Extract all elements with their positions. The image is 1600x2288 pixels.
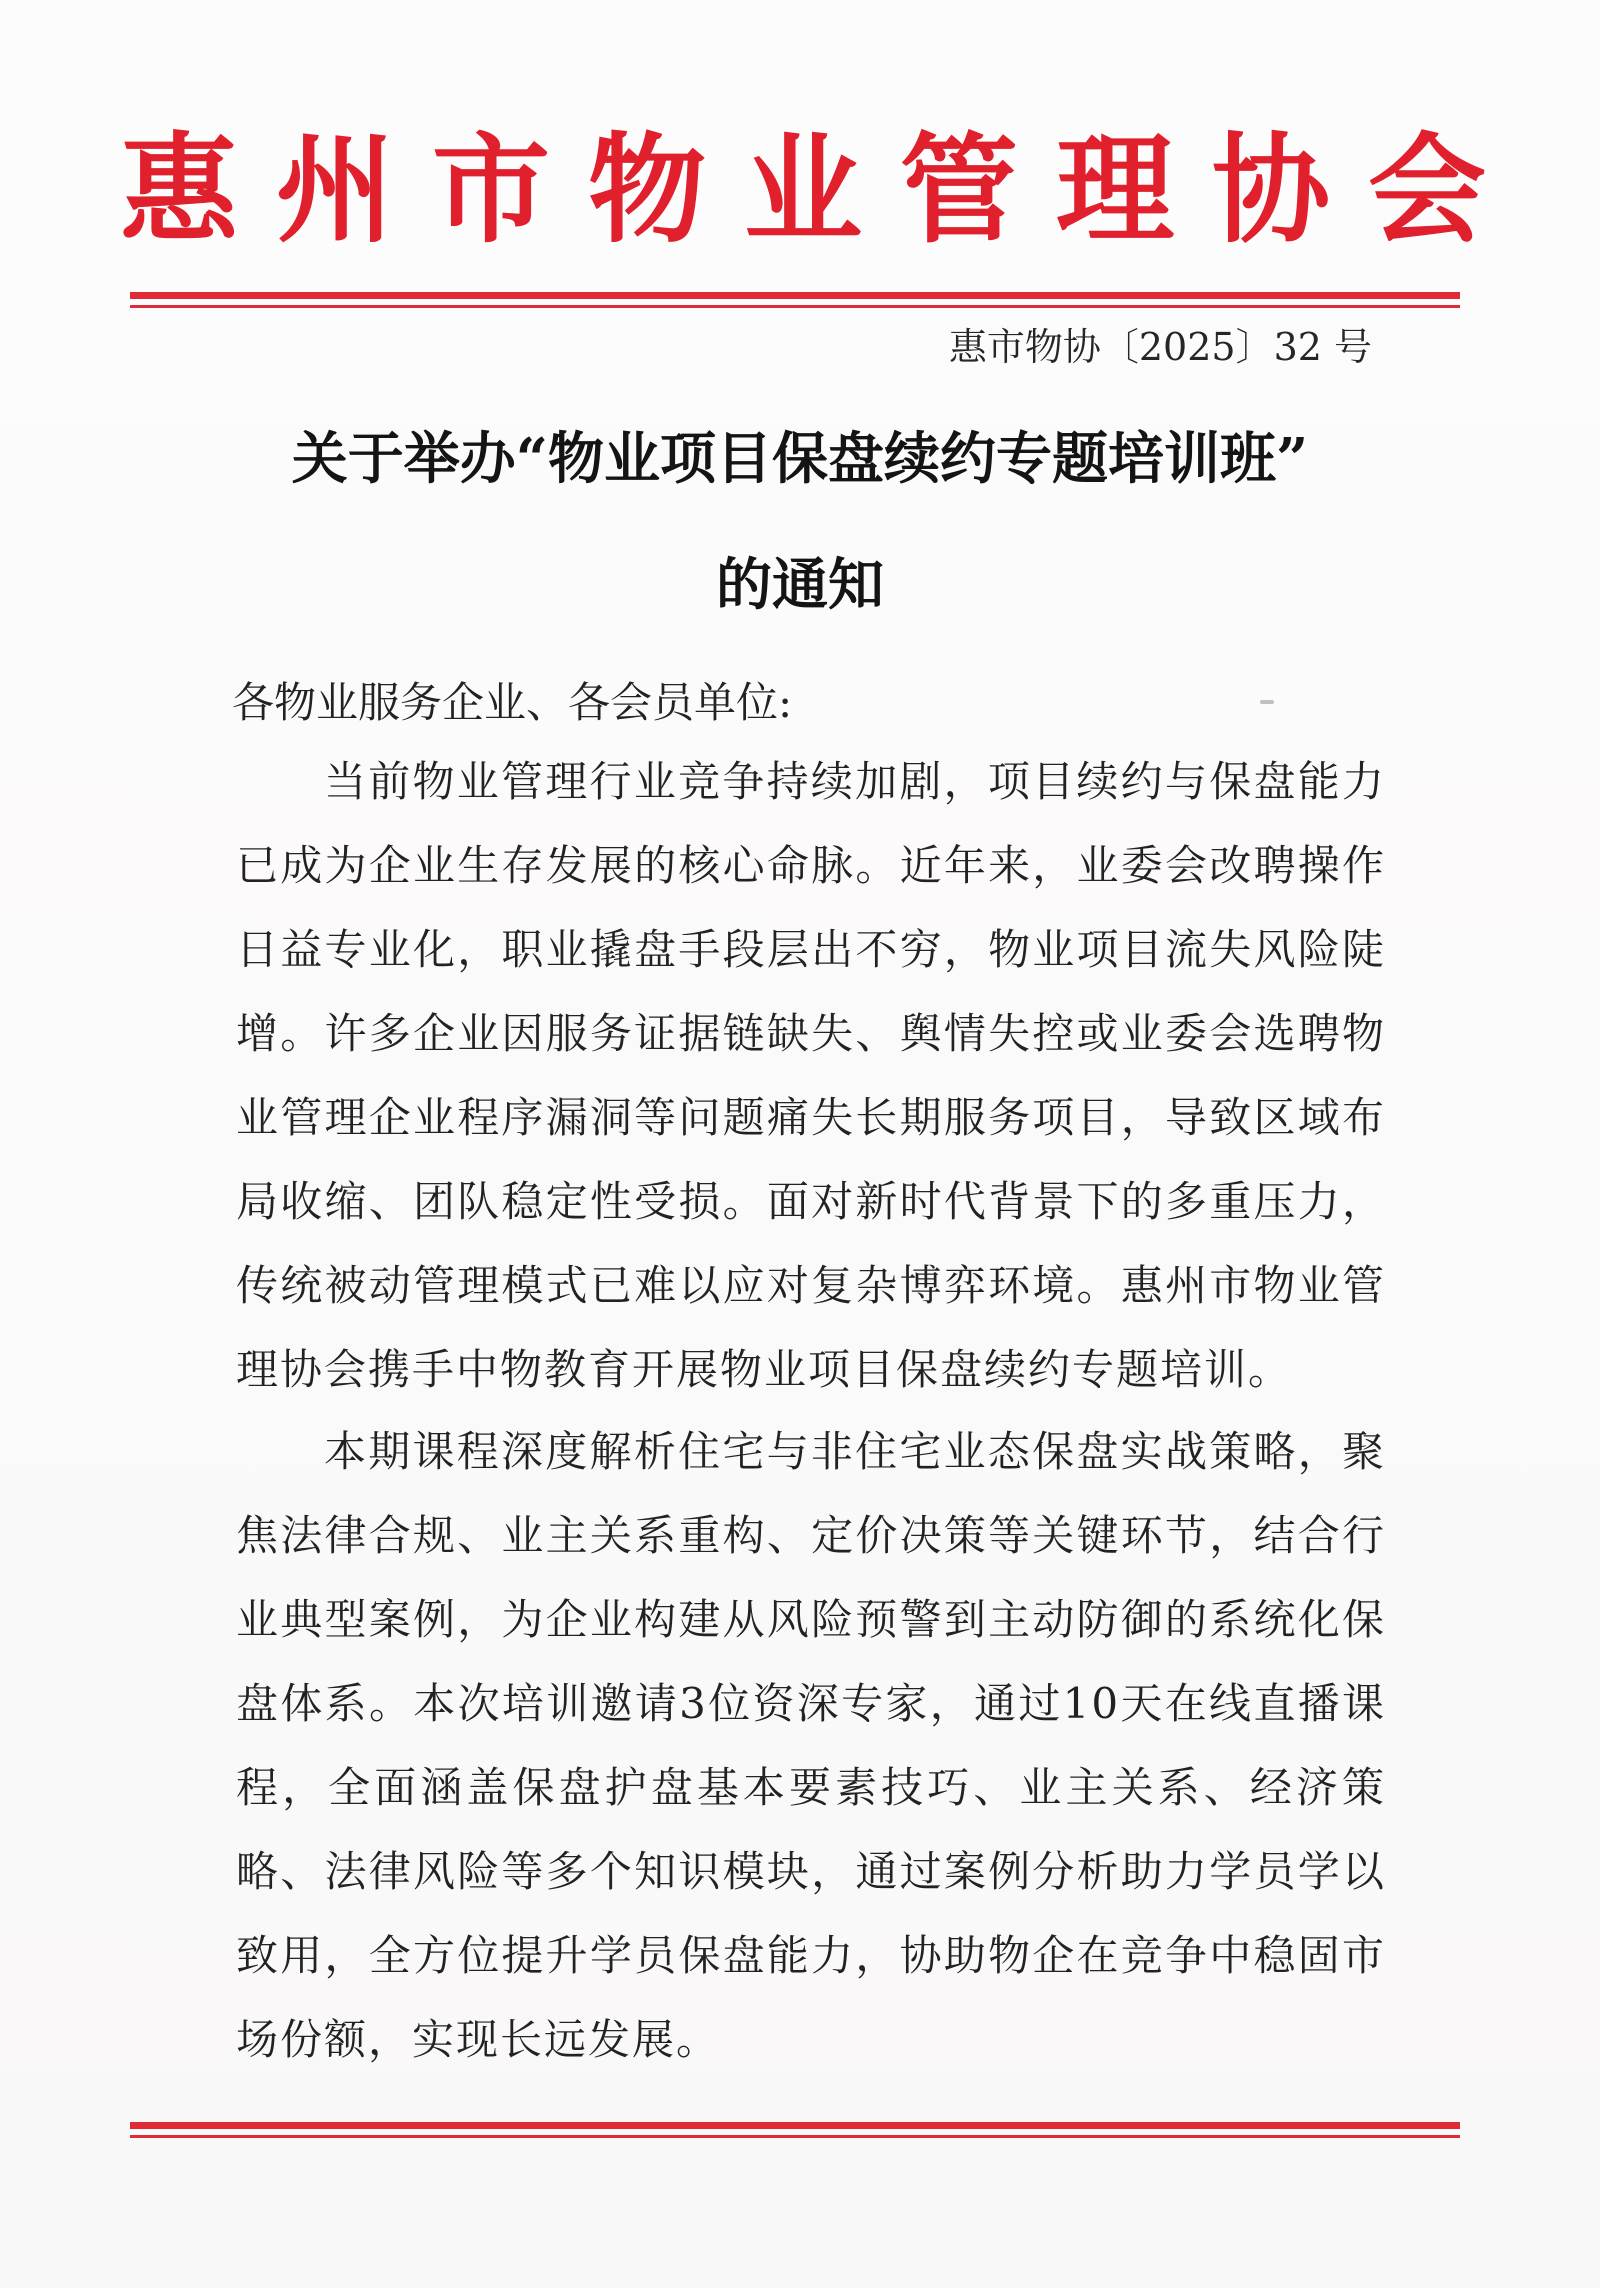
rule-thick-line (130, 2122, 1460, 2129)
rule-thin-line (130, 2135, 1460, 2138)
rule-thick-line (130, 292, 1460, 299)
notice-title-line-1: 关于举办“物业项目保盘续约专题培训班” (291, 426, 1309, 492)
letterhead-org-name: 惠州市物业管理协会 (120, 121, 1525, 259)
rule-thin-line (130, 305, 1460, 308)
notice-title-line-2: 的通知 (716, 552, 884, 618)
body-paragraph-1: 当前物业管理行业竞争持续加剧，项目续约与保盘能力已成为企业生存发展的核心命脉。近年来，业委会改聘操作日益专业化，职业撬盘手段层出不穷，物业项目流失风险陡增。许多企业因服务证据链缺失、舆情失控或业委会选聘物业管理企业程序漏洞等问题痛失长期服务项目，导致区域布局收缩、团队稳定性受损。面对新时代背景下的多重压力，传统被动管理模式已难以应对复杂博弈环境。惠州市物业管理协会携手中物教育开展物业项目保盘续约专题培训。 (236, 757, 1386, 1394)
footer-rule (130, 2122, 1460, 2138)
document-number: 惠市物协〔2025〕32 号 (948, 325, 1372, 369)
letterhead-top-rule (130, 292, 1460, 308)
salutation: 各物业服务企业、各会员单位: (232, 678, 793, 727)
body-paragraph-2: 本期课程深度解析住宅与非住宅业态保盘实战策略，聚焦法律合规、业主关系重构、定价决策等关键环节，结合行业典型案例，为企业构建从风险预警到主动防御的系统化保盘体系。本次培训邀请3位资深专家，通过10天在线直播课程，全面涵盖保盘护盘基本要素技巧、业主关系、经济策略、法律风险等多个知识模块，通过案例分析助力学员学以致用，全方位提升学员保盘能力，协助物企在竞争中稳固市场份额，实现长远发展。 (236, 1427, 1386, 2064)
scan-speck (1260, 700, 1274, 704)
